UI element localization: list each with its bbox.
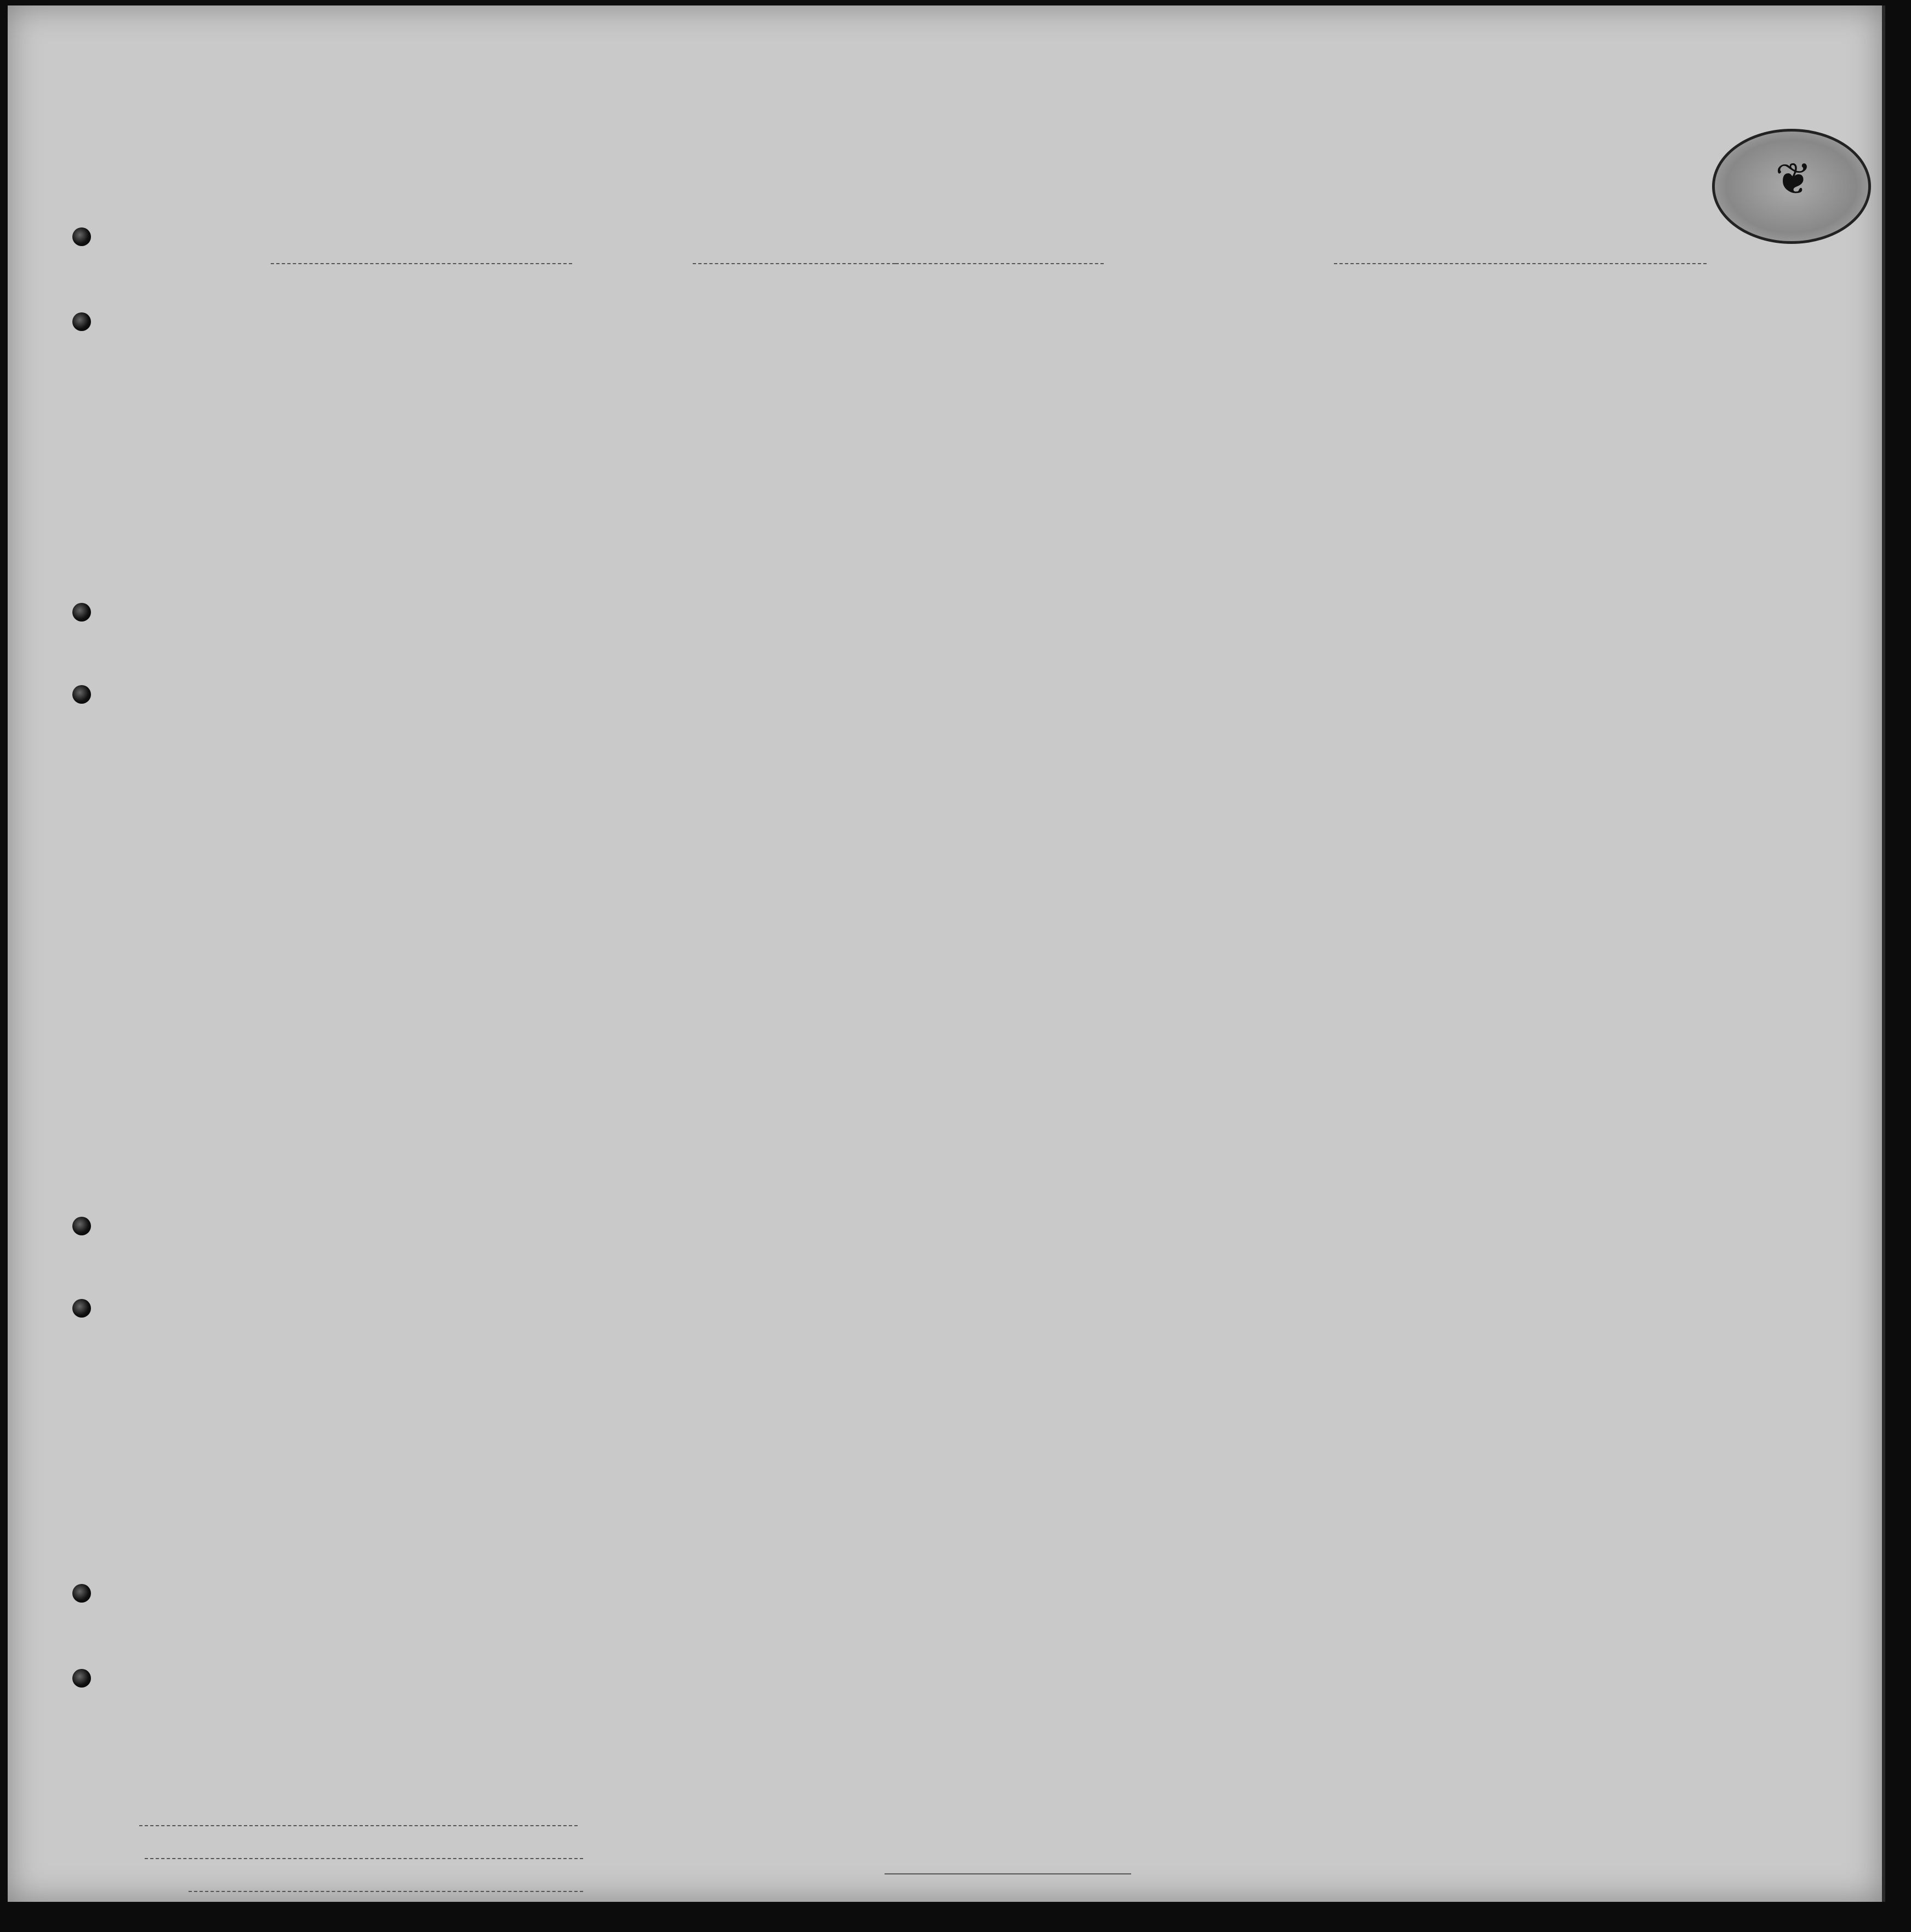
col-height-header	[1570, 290, 1622, 318]
col-age-header	[1252, 290, 1307, 318]
col-no-header	[98, 290, 153, 297]
col-position-header	[742, 290, 874, 308]
table-grid	[8, 5, 1882, 1902]
col-card-header	[545, 290, 649, 301]
col-nationality-header	[1465, 290, 1570, 318]
col-name-header	[156, 290, 545, 308]
eagle-icon: ❦	[1775, 156, 1812, 204]
col-race-header	[1361, 290, 1465, 318]
col-sex-header	[1307, 290, 1361, 318]
col-marks-header	[1676, 290, 1816, 311]
col-read-header	[1186, 290, 1252, 311]
col-paid-header	[1060, 290, 1186, 311]
manifest-sheet	[8, 5, 1885, 1902]
col-shipped-header	[874, 290, 1060, 314]
col-weight-header	[1622, 290, 1676, 318]
col-service-header	[649, 290, 742, 295]
